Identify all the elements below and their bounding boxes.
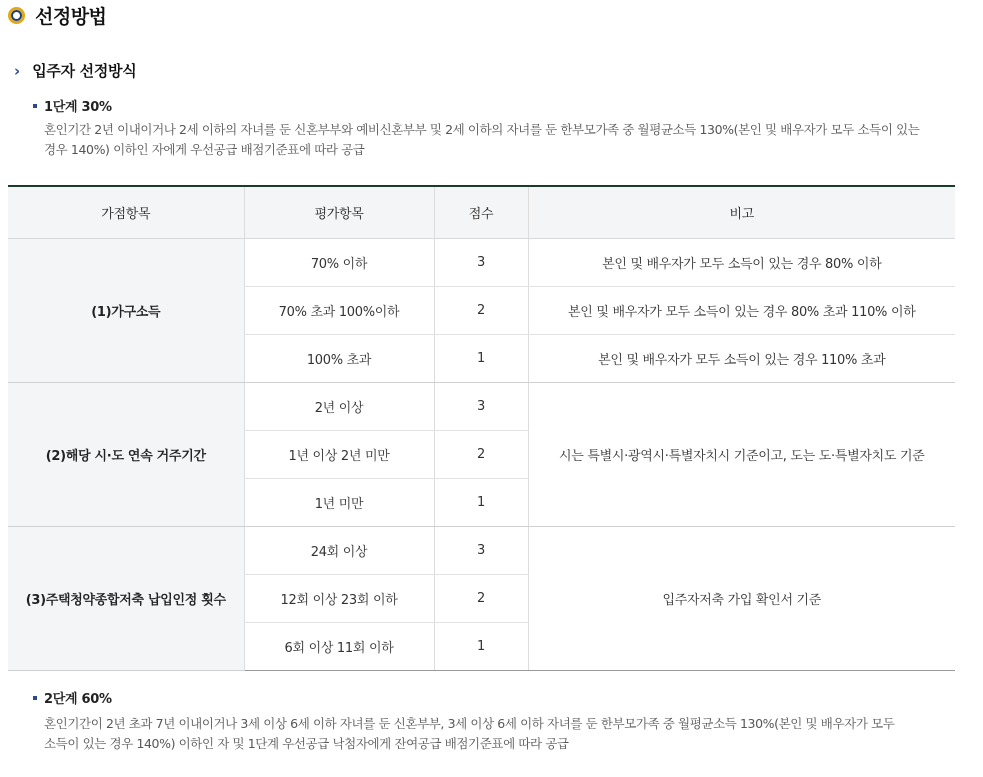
header-category: 가점항목 [8, 186, 244, 238]
item-cell: 70% 초과 100%이하 [244, 286, 434, 334]
category-cell: (3)주택청약종합저축 납입인정 횟수 [8, 526, 244, 670]
section-heading [14, 60, 136, 81]
item-cell: 1년 이상 2년 미만 [244, 430, 434, 478]
stage1-description-line: 혼인기간 2년 이내이거나 2세 이하의 자녀를 둔 신혼부부와 예비신혼부부 및 2세 이하의 자녀를 둔 한부모가족 중 월평균소득 130%(본인 및 배우자가 모두 소득이 있는 [44, 122, 920, 137]
item-cell: 1년 미만 [244, 478, 434, 526]
stage2-description [44, 714, 949, 754]
item-cell: 6회 이상 11회 이하 [244, 622, 434, 670]
score-cell: 1 [434, 334, 528, 382]
table-row [8, 526, 955, 574]
score-cell: 1 [434, 478, 528, 526]
category-cell: (1)가구소득 [8, 238, 244, 382]
scoring-table [8, 185, 955, 671]
circle-bullet-icon [8, 7, 25, 24]
note-cell: 시는 특별시·광역시·특별자치시 기준이고, 도는 도·특별자치도 기준 [528, 382, 955, 526]
score-cell: 3 [434, 238, 528, 286]
note-cell: 본인 및 배우자가 모두 소득이 있는 경우 110% 초과 [528, 334, 955, 382]
page-title-text: 선정방법 [35, 5, 107, 28]
score-cell: 3 [434, 382, 528, 430]
table-header-row [8, 186, 955, 238]
header-score: 점수 [434, 186, 528, 238]
stage1-description [44, 120, 949, 160]
stage1-description-line: 경우 140%) 이하인 자에게 우선공급 배점기준표에 따라 공급 [44, 142, 365, 157]
item-cell: 100% 초과 [244, 334, 434, 382]
score-cell: 1 [434, 622, 528, 670]
category-cell: (2)해당 시·도 연속 거주기간 [8, 382, 244, 526]
score-cell: 3 [434, 526, 528, 574]
stage2-label: 2단계 60% [44, 692, 112, 707]
score-cell: 2 [434, 430, 528, 478]
stage2-description-line: 소득이 있는 경우 140%) 이하인 자 및 1단계 우선공급 낙첨자에게 잔여공급 배점기준표에 따라 공급 [44, 736, 569, 751]
item-cell: 24회 이상 [244, 526, 434, 574]
note-cell: 본인 및 배우자가 모두 소득이 있는 경우 80% 이하 [528, 238, 955, 286]
table-row [8, 382, 955, 430]
section-title: 입주자 선정방식 [32, 62, 137, 80]
square-bullet-icon [33, 696, 37, 700]
header-note: 비고 [528, 186, 955, 238]
stage2-description-line: 혼인기간이 2년 초과 7년 이내이거나 3세 이상 6세 이하 자녀를 둔 신혼부부, 3세 이상 6세 이하 자녀를 둔 한부모가족 중 월평균소득 130%(본인 및 배우자가 모두 [44, 716, 895, 731]
stage2-heading [33, 688, 112, 707]
item-cell: 2년 이상 [244, 382, 434, 430]
item-cell: 70% 이하 [244, 238, 434, 286]
page-title [8, 2, 106, 28]
item-cell: 12회 이상 23회 이하 [244, 574, 434, 622]
note-cell: 본인 및 배우자가 모두 소득이 있는 경우 80% 초과 110% 이하 [528, 286, 955, 334]
score-cell: 2 [434, 574, 528, 622]
square-bullet-icon [33, 104, 37, 108]
note-cell: 입주자저축 가입 확인서 기준 [528, 526, 955, 670]
header-item: 평가항목 [244, 186, 434, 238]
stage1-label: 1단계 30% [44, 100, 112, 115]
score-cell: 2 [434, 286, 528, 334]
table-row [8, 238, 955, 286]
stage1-heading [33, 96, 112, 115]
chevron-right-icon: › [14, 61, 21, 80]
